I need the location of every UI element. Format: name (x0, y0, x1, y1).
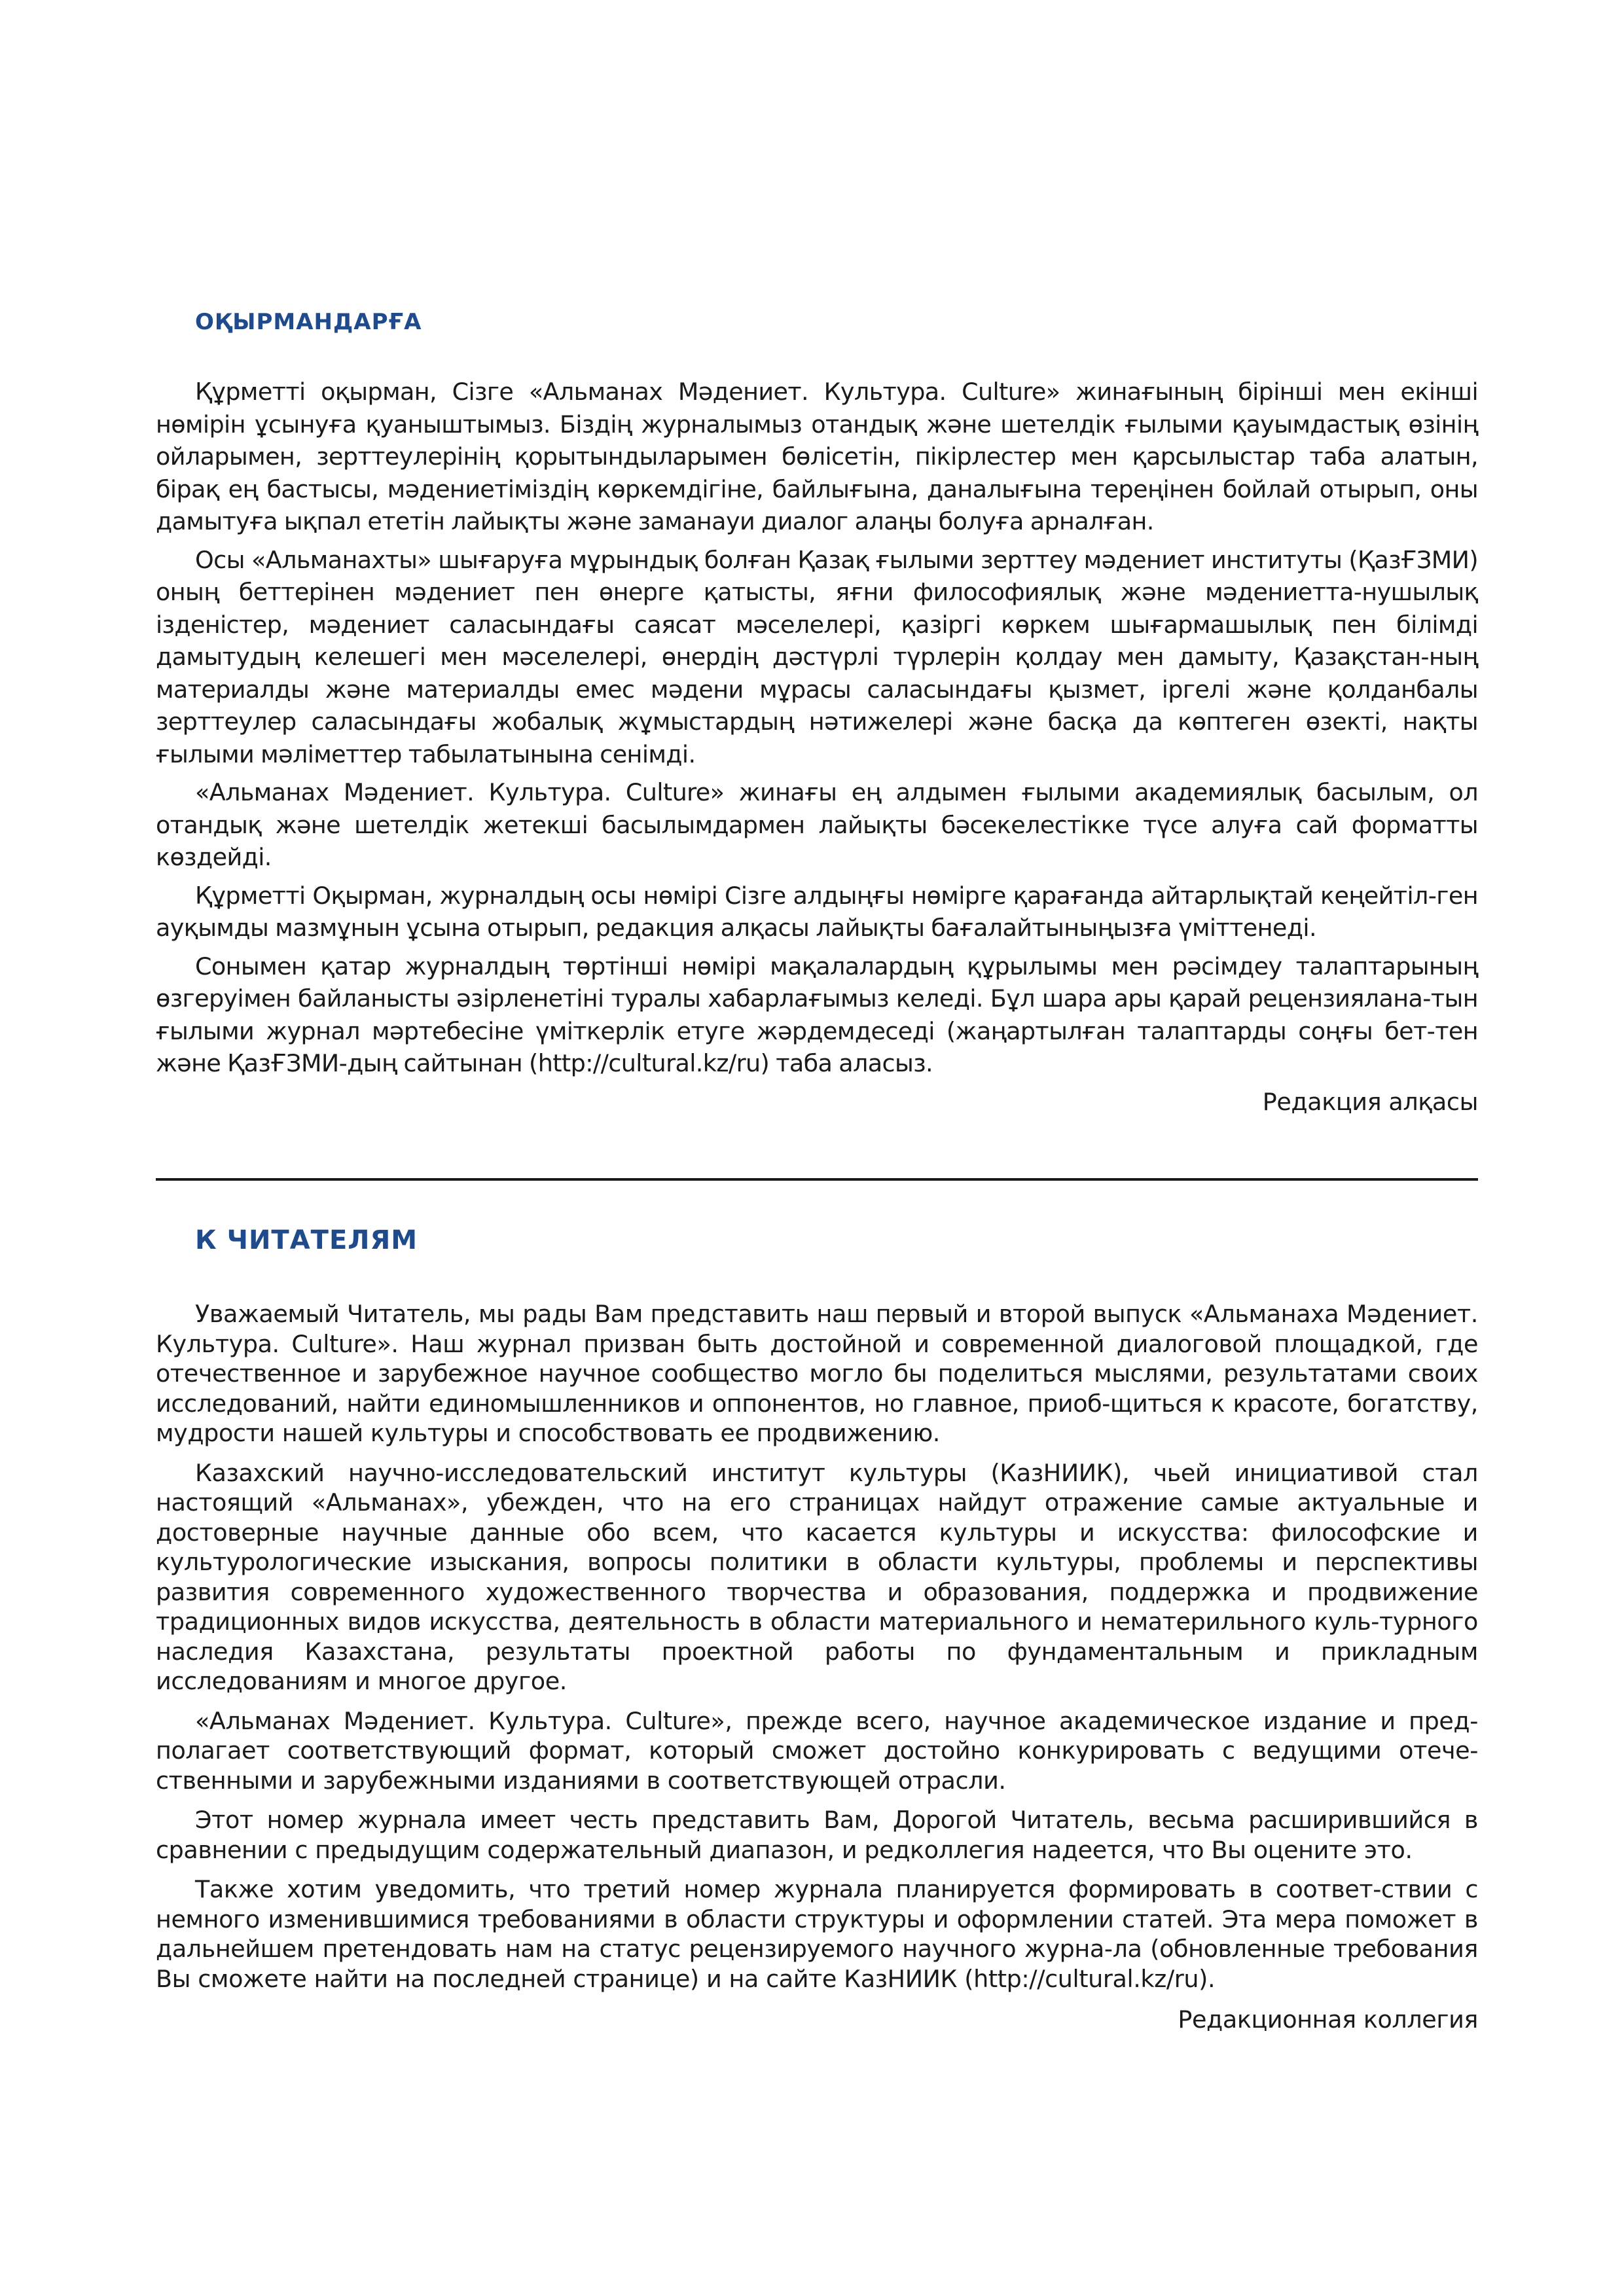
paragraph: Уважаемый Читатель, мы рады Вам представить наш первый и второй выпуск «Альманаха Мәдениет. Культура. Culture». Наш журнал призван быть достойной и современной диалоговой площадкой, где отечественное и зарубежное научное сообщество могло бы поделиться мыслями, результатами своих исследований, найти единомышленников и оппонентов, но главное, приоб-щиться к красоте, богатству, мудрости нашей культуры и способствовать ее продвижению. (156, 1300, 1478, 1447)
signature-russian: Редакционная коллегия (1178, 2005, 1478, 2034)
page (156, 0, 1478, 2296)
section-body-kazakh (156, 376, 1478, 1119)
paragraph: «Альманах Мәдениет. Культура. Culture», прежде всего, научное академическое издание и пред-полагает соответствующий формат, который сможет достойно конкурировать с ведущими отече-ственными и зарубежными изданиями в соответствующей отрасли. (156, 1706, 1478, 1795)
paragraph: «Альманах Мәдениет. Культура. Culture» жинағы ең алдымен ғылыми академиялық басылым, ол отандық және шетелдік жетекші басылымдармен лайықты бәсекелестікке түсе алуға сай форматты көздейді. (156, 778, 1478, 871)
paragraph: Казахский научно-исследовательский институт культуры (КазНИИК), чьей инициативой стал настоящий «Альманах», убежден, что на его страницах найдут отражение самые актуальные и достоверные научные данные обо всем, что касается культуры и искусства: философские и культурологические изыскания, вопросы политики в области культуры, проблемы и перспективы развития современного художественного творчества и образования, поддержка и продвижение традиционных видов искусства, деятельность в области материального и нематерильного куль-турного наследия Казахстана, результаты проектной работы по фундаментальным и прикладным исследованиям и многое другое. (156, 1458, 1478, 1695)
section-kazakh (156, 302, 1478, 1119)
section-russian (156, 1221, 1478, 2036)
paragraph: Этот номер журнала имеет честь представить Вам, Дорогой Читатель, весьма расширившийся в сравнении с предыдущим содержательный диапазон, и редколлегия надеется, что Вы оцените это. (156, 1806, 1478, 1864)
section-heading-russian: К ЧИТАТЕЛЯМ (195, 1225, 418, 1255)
section-heading-kazakh: ОҚЫРМАНДАРҒА (195, 309, 422, 335)
signature-kazakh: Редакция алқасы (1262, 1087, 1478, 1116)
paragraph: Құрметті Оқырман, журналдың осы нөмірі Сізге алдыңғы нөмірге қарағанда айтарлықтай кеңейтіл-ген ауқымды мазмұнын ұсына отырып, редакция алқасы лайықты бағалайтыныңызға үміттенеді. (156, 881, 1478, 942)
paragraph: Осы «Альманахты» шығаруға мұрындық болған Қазақ ғылыми зерттеу мәдениет институты (ҚазҒЗМИ) оның беттерінен мәдениет пен өнерге қатысты, яғни философиялық және мәдениетта-нушылық ізденістер, мәдениет саласындағы саясат мәселелері, қазіргі көркем шығармашылық пен білімді дамытудың келешегі мен мәселелері, өнердің дәстүрлі түрлерін қолдау мен дамыту, Қазақстан-ның материалды және материалды емес мәдени мұрасы саласындағы қызмет, іргелі және қолданбалы зерттеулер саласындағы жобалық жұмыстардың нәтижелері және басқа да көптеген өзекті, нақты ғылыми мәліметтер табылатынына сенімді. (156, 545, 1478, 768)
section-body-russian (156, 1299, 1478, 2036)
paragraph: Құрметті оқырман, Сізге «Альманах Мәдениет. Культура. Culture» жинағының бірінші мен екінші нөмірін ұсынуға қуаныштымыз. Біздің журналымыз отандық және шетелдік ғылыми қауымдастық өзінің ойларымен, зерттеулерінің қорытындыларымен бөлісетін, пікірлестер мен қарсылыстар таба алатын, бірақ ең бастысы, мәдениетіміздің көркемдігіне, байлығына, даналығына тереңінен бойлай отырып, оны дамытуға ықпал ететін лайықты және заманауи диалог алаңы болуға арналған. (156, 378, 1478, 535)
section-divider (156, 1178, 1478, 1181)
paragraph: Сонымен қатар журналдың төртінші нөмірі мақалалардың құрылымы мен рәсімдеу талаптарының өзгеруімен байланысты әзірленетіні туралы хабарлағымыз келеді. Бұл шара ары қарай рецензиялана-тын ғылыми журнал мәртебесіне үміткерлік етуге жәрдемдеседі (жаңартылған талаптарды соңғы бет-тен және ҚазҒЗМИ-дың сайтынан (http://cultural.kz/ru) таба аласыз. (156, 952, 1478, 1077)
paragraph: Также хотим уведомить, что третий номер журнала планируется формировать в соответ-ствии с немного изменившимися требованиями в области структуры и оформлении статей. Эта мера поможет в дальнейшем претендовать нам на статус рецензируемого научного журна-ла (обновленные требования Вы сможете найти на последней странице) и на сайте КазНИИК (http://cultural.kz/ru). (156, 1875, 1478, 1993)
